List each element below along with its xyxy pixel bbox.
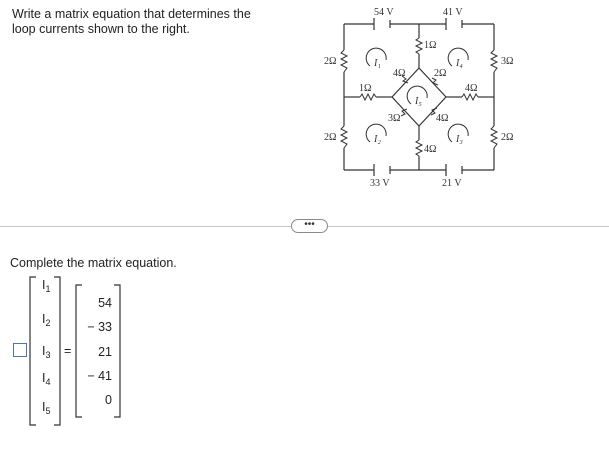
- equals-sign: =: [64, 344, 72, 358]
- unknown-i5: $I_5$: [42, 400, 51, 416]
- svg-text:4Ω: 4Ω: [424, 144, 437, 155]
- rhs-right-bracket: [112, 284, 122, 418]
- circuit-diagram: [312, 0, 542, 200]
- unknown-i4: $I_4$: [42, 371, 51, 387]
- rhs-value: 21: [98, 345, 112, 359]
- svg-text:54 V: 54 V: [374, 7, 394, 18]
- svg-text:2Ω: 2Ω: [324, 56, 337, 67]
- svg-text:3Ω: 3Ω: [501, 56, 514, 67]
- unknown-i2: $I_2$: [42, 312, 51, 328]
- rhs-vector: [72, 290, 116, 420]
- rhs-value: − 41: [87, 369, 112, 383]
- svg-text:I₁: I₁: [374, 58, 381, 69]
- rhs-value: 54: [98, 296, 112, 310]
- svg-text:4Ω: 4Ω: [465, 83, 478, 94]
- right-bracket: [52, 276, 62, 426]
- svg-text:2Ω: 2Ω: [324, 132, 337, 143]
- matrix-answer-box[interactable]: [13, 343, 27, 357]
- rhs-value: 0: [105, 393, 112, 407]
- svg-text:I₃: I₃: [456, 134, 463, 145]
- svg-text:1Ω: 1Ω: [424, 40, 437, 51]
- svg-text:3Ω: 3Ω: [388, 113, 401, 124]
- svg-text:I₄: I₄: [456, 58, 463, 69]
- svg-text:4Ω: 4Ω: [436, 113, 449, 124]
- svg-text:21 V: 21 V: [442, 178, 462, 189]
- svg-text:I₅: I₅: [415, 96, 422, 107]
- svg-text:2Ω: 2Ω: [501, 132, 514, 143]
- unknown-i1: $I_1$: [42, 278, 51, 294]
- rhs-value: − 33: [87, 320, 112, 334]
- svg-text:41 V: 41 V: [443, 7, 463, 18]
- svg-text:I₂: I₂: [374, 134, 381, 145]
- question-prompt: Write a matrix equation that determines the loop currents shown to the right.: [12, 7, 251, 36]
- svg-text:2Ω: 2Ω: [434, 68, 447, 79]
- left-bracket: [28, 276, 38, 426]
- svg-text:4Ω: 4Ω: [393, 68, 406, 79]
- more-options-button[interactable]: •••: [291, 219, 328, 233]
- unknown-i3: $I_3$: [42, 344, 51, 360]
- answer-instruction: Complete the matrix equation.: [10, 256, 177, 270]
- svg-text:1Ω: 1Ω: [359, 83, 372, 94]
- svg-text:33 V: 33 V: [370, 178, 390, 189]
